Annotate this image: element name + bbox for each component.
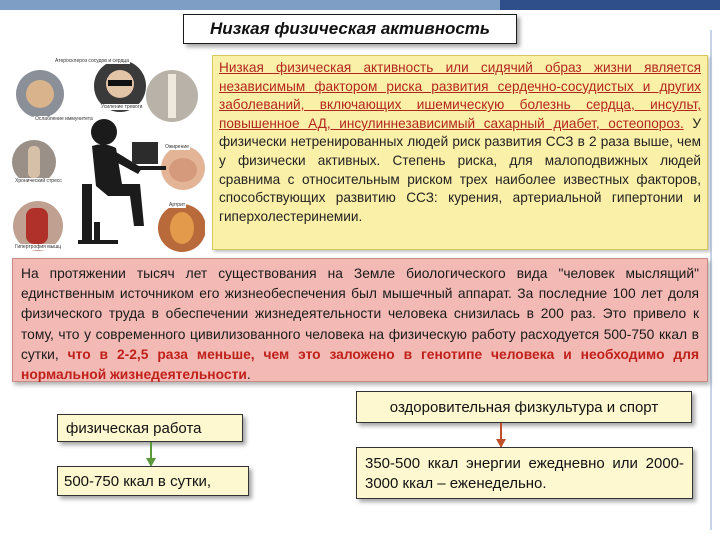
fitness-sport-value: 350-500 ккал энергии ежедневно или 2000-3000 ккал – еженедельно. xyxy=(365,455,684,492)
physical-work-value-box xyxy=(57,466,249,496)
illustration-label: Хронический стресс xyxy=(15,178,62,184)
history-end-text: . xyxy=(246,367,251,383)
slide-title-text: Низкая физическая активность xyxy=(209,19,491,38)
illustration-label: Артрит xyxy=(169,202,186,208)
illustration-label: Ослабление иммунитета xyxy=(35,116,93,122)
green-down-arrow xyxy=(144,442,158,468)
slide-title xyxy=(183,14,517,44)
illustration-label: Гипертрофия мышц xyxy=(15,244,62,250)
fitness-sport-value-box xyxy=(356,447,693,499)
physical-work-box xyxy=(57,414,243,442)
physical-work-label: физическая работа xyxy=(66,419,202,437)
risk-description-panel xyxy=(212,55,708,250)
risk-highlight-text: Низкая физическая активность или сидячий образ жизни является независимым фактором риска развития сердечно-сосудистых и других заболеваний, включающих ишемическую болезнь сердца, инсульт, повышенное АД, инсулиннезависимый сахарный диабет, остеопороз. xyxy=(219,60,701,131)
sedentary-illustration xyxy=(12,56,205,256)
illustration-label: Усиление тревоги xyxy=(101,104,143,110)
fitness-sport-label: оздоровительная физкультура и спорт xyxy=(389,398,659,416)
orange-down-arrow xyxy=(494,423,508,449)
physical-work-value: 500-750 ккал в сутки, xyxy=(64,472,212,490)
side-rail-line xyxy=(710,30,712,530)
top-accent-bar-dark xyxy=(500,0,720,10)
history-highlight-text: что в 2-2,5 раза меньше, чем это заложено в генотипе человека и необходимо для нормальной жизнедеятельности xyxy=(21,346,699,383)
history-panel xyxy=(12,258,708,382)
illustration-label: Атеросклероз сосудов и сердца xyxy=(55,58,130,64)
sedentary-person-image xyxy=(12,56,205,256)
illustration-label: Ожирение xyxy=(165,144,189,150)
history-body-text: На протяжении тысяч лет существования на Земле биологического вида "человек мыслящий" единственным источником его жизнеобеспечения был мышечный аппарат. За последние 100 лет доля физического труда в обеспечении жизнедеятельности человека снизилась в 200 раз. Это привело к тому, что у современного цивилизованного человека на физическую работу расходуется 500-750 ккал в сутки, xyxy=(21,266,699,362)
risk-body-text: У физически нетренированных людей риск развития ССЗ в 2 раза выше, чем у физически активных. Степень риска, для малоподвижных людей сравнима с относительным риском трех наиболее известных факторов, способствующих развитию ССЗ: курения, артериальной гипертонии и гиперхолестеринемии. xyxy=(219,115,701,224)
fitness-sport-box xyxy=(356,391,692,423)
